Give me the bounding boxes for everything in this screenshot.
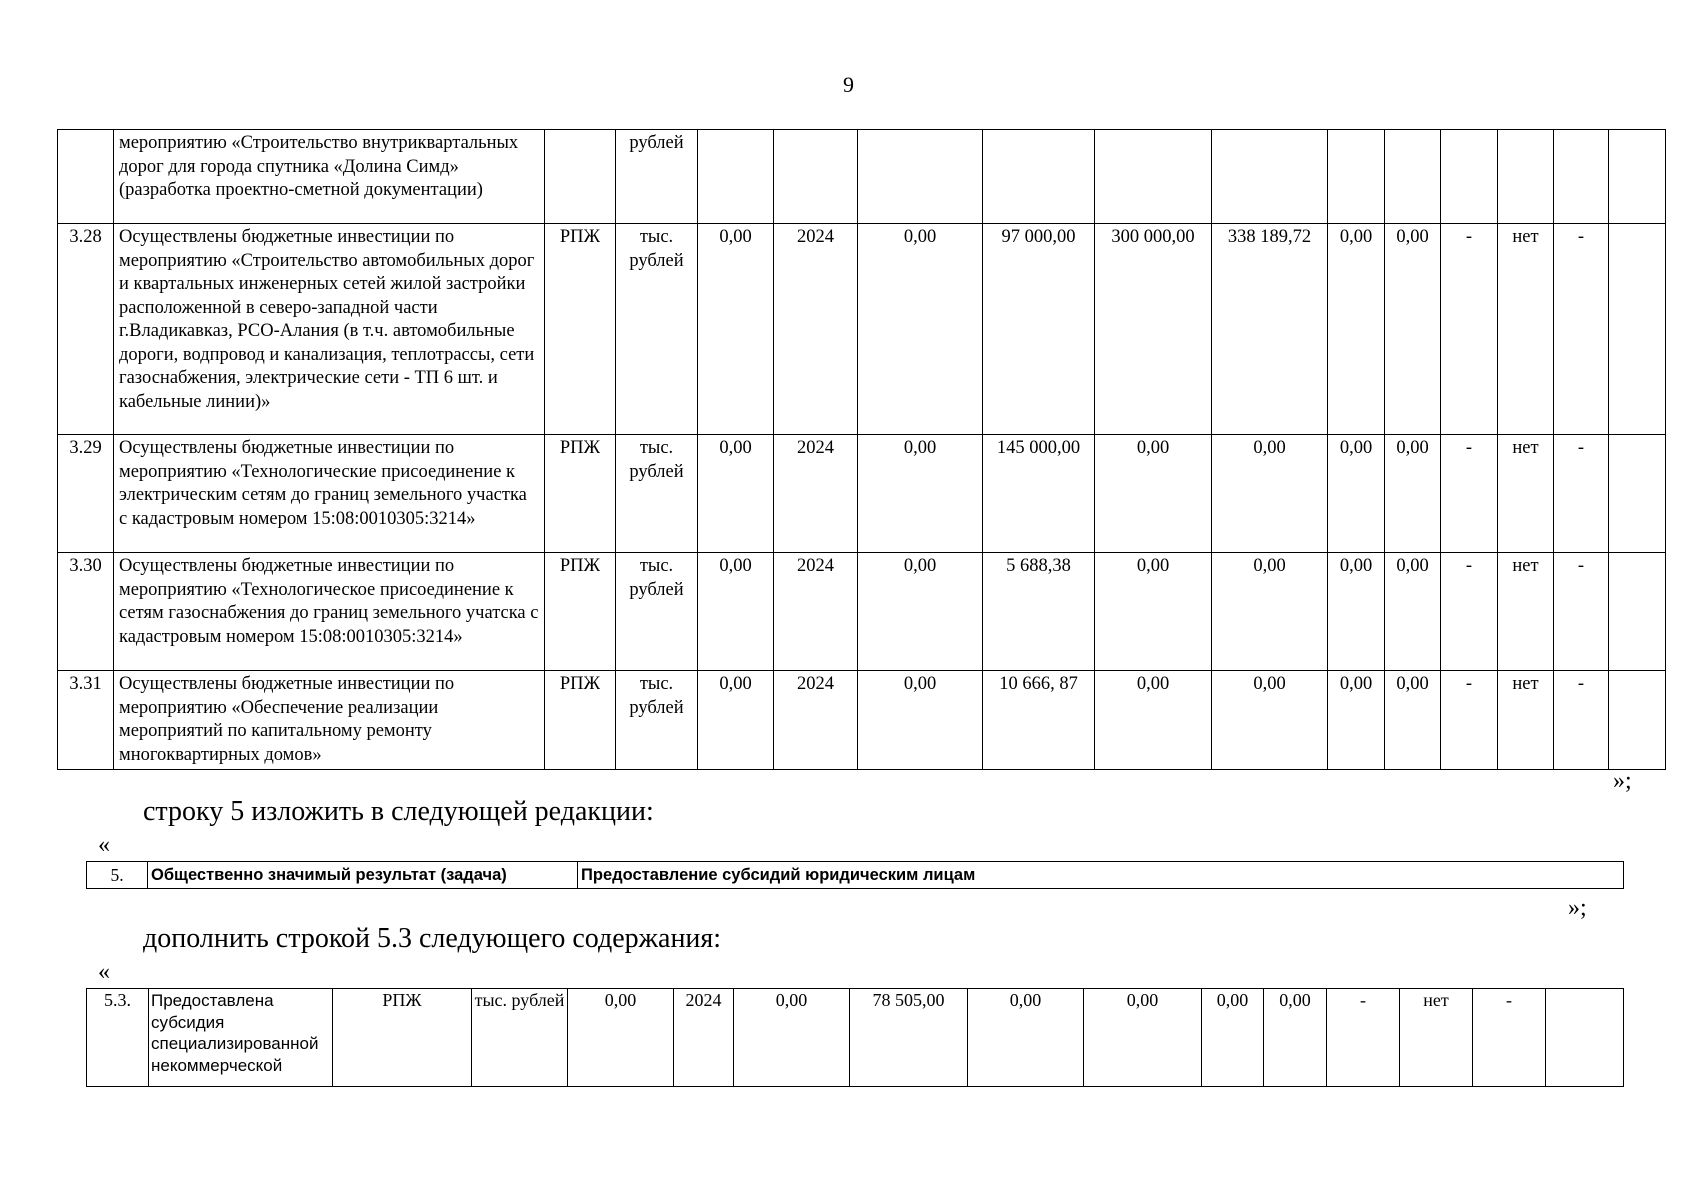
row-value-3: 0,00 (1095, 553, 1212, 671)
row-name: Осуществлены бюджетные инвестиции по мероприятию «Строительство автомобильных дорог и квартальных инженерных сетей жилой застройки расположенной в северо-западной части г.Владикавказ, РСО-Алания (в т.ч. автомобильные дороги, водпровод и канализация, теплотрассы, сети газоснабжения, электрические сети - ТП 6 шт. и кабельные линии)» (114, 224, 545, 435)
row-last (1609, 553, 1666, 671)
row-value-4 (1212, 130, 1328, 224)
row-value-6: 0,00 (1385, 553, 1441, 671)
row-yes-no: нет (1498, 435, 1554, 553)
row-yes-no: нет (1498, 553, 1554, 671)
row-number: 5. (87, 862, 148, 889)
row-value: Предоставление субсидий юридическим лицам (578, 862, 1624, 889)
row-value-5: 0,00 (1328, 224, 1385, 435)
row-org: РПЖ (545, 435, 616, 553)
row-name: мероприятию «Строительство внутриквартальных дорог для города спутника «Долина Симд» (разработка проектно-сметной документации) (114, 130, 545, 224)
row-value-3: 0,00 (1095, 435, 1212, 553)
row-value-1: 0,00 (734, 989, 850, 1087)
row-number: 3.28 (58, 224, 114, 435)
row-value-2: 97 000,00 (983, 224, 1095, 435)
row-base-value: 0,00 (698, 553, 774, 671)
row-value-4: 0,00 (1212, 671, 1328, 770)
row-last (1609, 671, 1666, 770)
row-value-6: 0,00 (1385, 671, 1441, 770)
row-value-5: 0,00 (1328, 553, 1385, 671)
row-last (1546, 989, 1624, 1087)
row-value-5: 0,00 (1202, 989, 1264, 1087)
row-value-2: 10 666, 87 (983, 671, 1095, 770)
row-dash-2: - (1554, 435, 1609, 553)
row-base-value: 0,00 (698, 671, 774, 770)
opening-quote: « (98, 832, 110, 858)
row-value-6: 0,00 (1385, 435, 1441, 553)
row-year (774, 130, 858, 224)
row-dash-1 (1441, 130, 1498, 224)
row-base-value (698, 130, 774, 224)
row-value-2: 145 000,00 (983, 435, 1095, 553)
row-value-4: 0,00 (1212, 435, 1328, 553)
row-yes-no: нет (1498, 671, 1554, 770)
opening-quote: « (98, 959, 110, 985)
row-dash-2: - (1554, 224, 1609, 435)
row-dash-2: - (1554, 553, 1609, 671)
instruction-row-5-3: дополнить строкой 5.3 следующего содержания: (143, 923, 722, 954)
row-org (545, 130, 616, 224)
row-value-3: 0,00 (1095, 671, 1212, 770)
row-unit: тыс. рублей (616, 224, 698, 435)
row-year: 2024 (774, 435, 858, 553)
row-value-6: 0,00 (1264, 989, 1327, 1087)
row-last (1609, 435, 1666, 553)
row-name: Осуществлены бюджетные инвестиции по мероприятию «Технологическое присоединение к сетям газоснабжения до границ земельного учатска с кадастровым номером 15:08:0010305:3214» (114, 553, 545, 671)
row-base-value: 0,00 (698, 224, 774, 435)
row-value-3: 300 000,00 (1095, 224, 1212, 435)
closing-quote: »; (1613, 768, 1632, 794)
closing-quote: »; (1568, 895, 1587, 921)
row-dash-1: - (1441, 553, 1498, 671)
row-value-1 (858, 130, 983, 224)
row-label: Общественно значимый результат (задача) (148, 862, 578, 889)
row-dash-2: - (1473, 989, 1546, 1087)
row-org: РПЖ (545, 224, 616, 435)
row-unit: тыс. рублей (472, 989, 568, 1087)
row-number (58, 130, 114, 224)
table-row (58, 435, 1666, 553)
row-value-5: 0,00 (1328, 435, 1385, 553)
row-org: РПЖ (545, 553, 616, 671)
row-yes-no (1498, 130, 1554, 224)
table-row-5-3 (87, 989, 1624, 1087)
row-name: Осуществлены бюджетные инвестиции по мероприятию «Обеспечение реализации мероприятий по капитальному ремонту многоквартирных домов» (114, 671, 545, 770)
row-value-4: 338 189,72 (1212, 224, 1328, 435)
row-name: Предоставлена субсидия специализированной некоммерческой (149, 989, 333, 1087)
row-value-3 (1095, 130, 1212, 224)
table-row (58, 224, 1666, 435)
row-dash-1: - (1441, 435, 1498, 553)
row-5-3-table (86, 988, 1624, 1087)
row-year: 2024 (674, 989, 734, 1087)
row-value-4: 0,00 (1212, 553, 1328, 671)
instruction-row-5: строку 5 изложить в следующей редакции: (143, 796, 654, 827)
row-year: 2024 (774, 671, 858, 770)
row-number: 3.30 (58, 553, 114, 671)
row-dash-1: - (1441, 224, 1498, 435)
row-value-1: 0,00 (858, 553, 983, 671)
row-value-5: 0,00 (1328, 671, 1385, 770)
table-row-5 (87, 862, 1624, 889)
table-row (58, 671, 1666, 770)
row-dash-2 (1554, 130, 1609, 224)
row-dash-2: - (1554, 671, 1609, 770)
row-name: Осуществлены бюджетные инвестиции по мероприятию «Технологические присоединение к электрическим сетям до границ земельного участка с кадастровым номером 15:08:0010305:3214» (114, 435, 545, 553)
page-number: 9 (843, 72, 854, 97)
row-unit: тыс. рублей (616, 553, 698, 671)
table-row (58, 553, 1666, 671)
row-number: 5.3. (87, 989, 149, 1087)
row-value-1: 0,00 (858, 435, 983, 553)
row-value-2: 5 688,38 (983, 553, 1095, 671)
row-value-1: 0,00 (858, 671, 983, 770)
row-number: 3.31 (58, 671, 114, 770)
row-value-2 (983, 130, 1095, 224)
row-5-table (86, 861, 1624, 889)
row-value-6: 0,00 (1385, 224, 1441, 435)
row-yes-no: нет (1400, 989, 1473, 1087)
row-year: 2024 (774, 224, 858, 435)
row-unit: тыс. рублей (616, 671, 698, 770)
row-value-6 (1385, 130, 1441, 224)
row-base-value: 0,00 (698, 435, 774, 553)
row-org: РПЖ (333, 989, 472, 1087)
row-dash-1: - (1327, 989, 1400, 1087)
row-value-3: 0,00 (968, 989, 1084, 1087)
row-last (1609, 130, 1666, 224)
row-value-5 (1328, 130, 1385, 224)
row-unit: тыс. рублей (616, 435, 698, 553)
row-last (1609, 224, 1666, 435)
row-dash-1: - (1441, 671, 1498, 770)
row-value-4: 0,00 (1084, 989, 1202, 1087)
row-year: 2024 (774, 553, 858, 671)
row-base-value: 0,00 (568, 989, 674, 1087)
row-yes-no: нет (1498, 224, 1554, 435)
main-table (57, 129, 1666, 770)
row-unit: рублей (616, 130, 698, 224)
row-number: 3.29 (58, 435, 114, 553)
table-row (58, 130, 1666, 224)
row-org: РПЖ (545, 671, 616, 770)
row-value-1: 0,00 (858, 224, 983, 435)
row-value-2: 78 505,00 (850, 989, 968, 1087)
